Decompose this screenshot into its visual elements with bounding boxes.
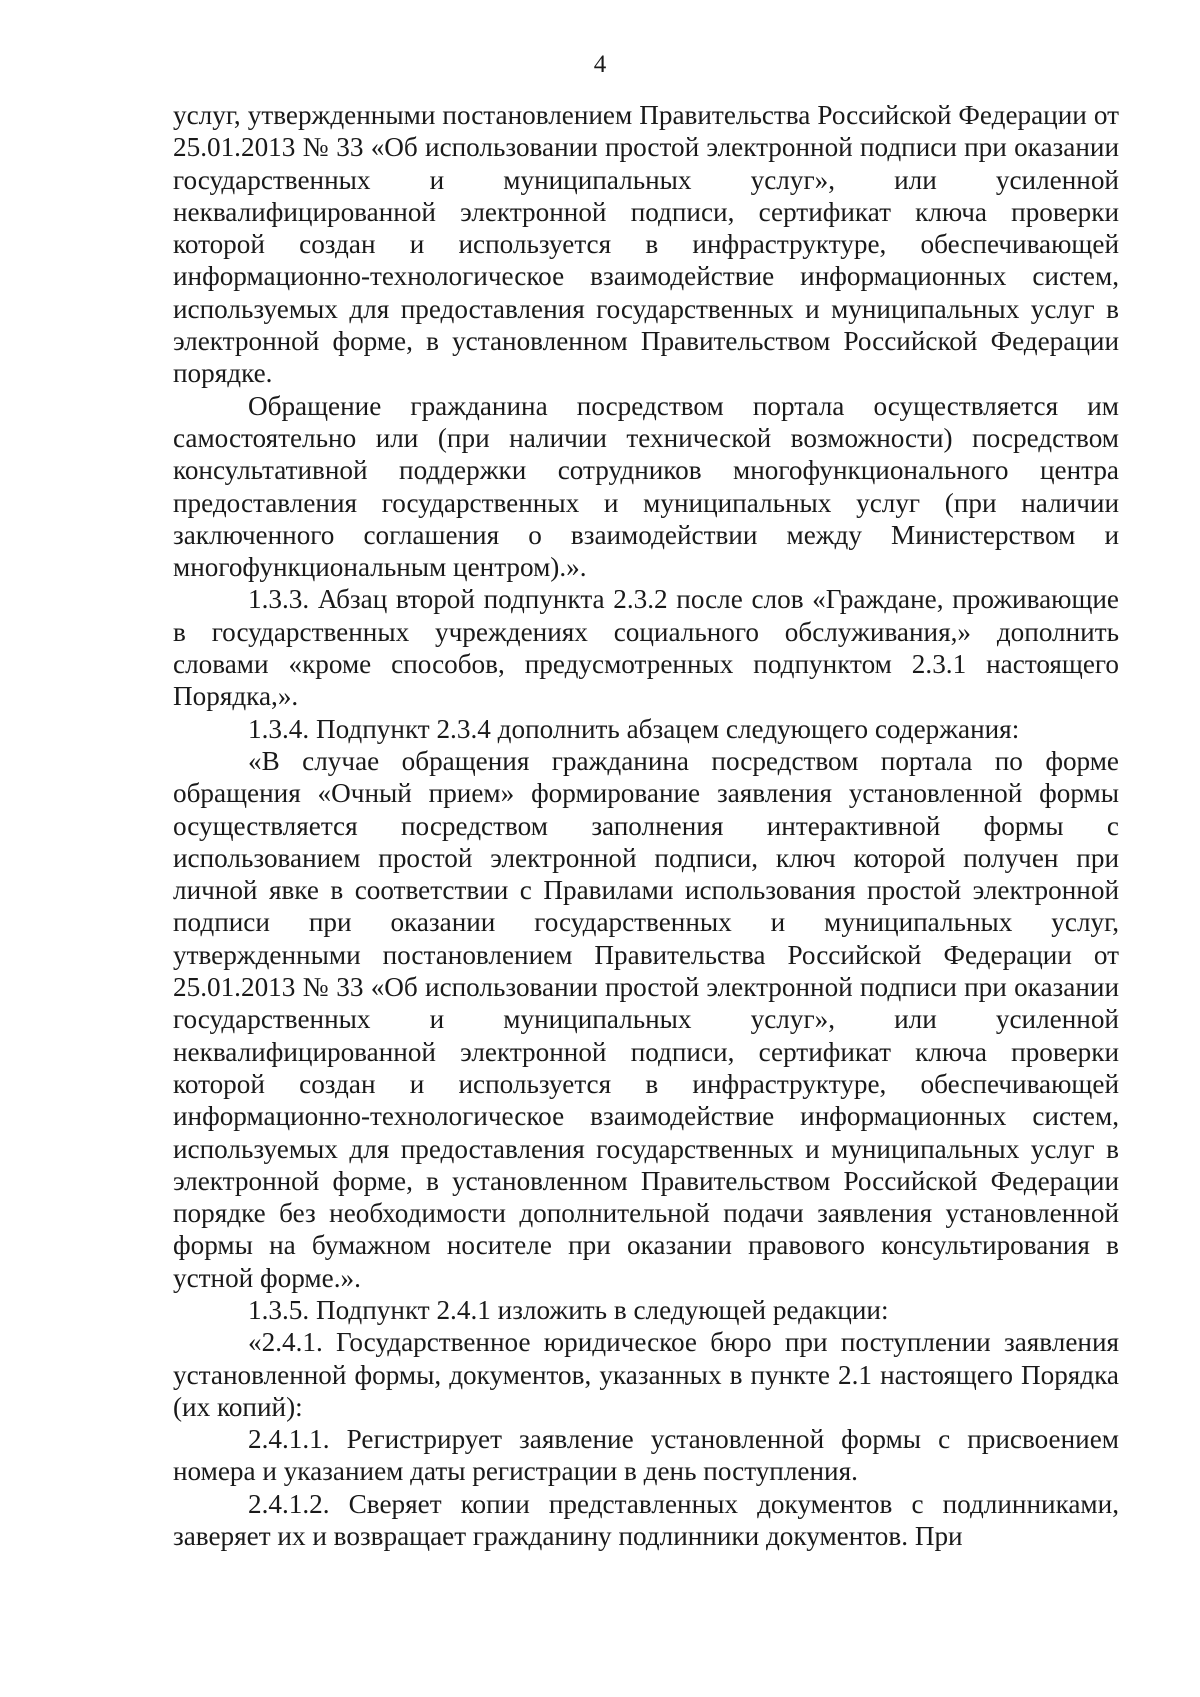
paragraph: Обращение гражданина посредством портала осуществляется им самостоятельно или (при наличии технической возможности) посредством консультативной поддержки сотрудников многофункционального центра предоставления государственных и муниципальных услуг (при наличии заключенного соглашения о взаимодействии между Министерством и многофункциональным центром).». (173, 390, 1119, 583)
paragraph: «В случае обращения гражданина посредством портала по форме обращения «Очный прием» формирование заявления установленной формы осуществляется посредством заполнения интерактивной формы с использованием простой электронной подписи, ключ которой получен при личной явке в соответствии с Правилами использования простой электронной подписи при оказании государственных и муниципальных услуг, утвержденными постановлением Правительства Российской Федерации от 25.01.2013 № 33 «Об использовании простой электронной подписи при оказании государственных и муниципальных услуг», или усиленной неквалифицированной электронной подписи, сертификат ключа проверки которой создан и используется в инфраструктуре, обеспечивающей информационно-технологическое взаимодействие информационных систем, используемых для предоставления государственных и муниципальных услуг в электронной форме, в установленном Правительством Российской Федерации порядке без необходимости дополнительной подачи заявления установленной формы на бумажном носителе при оказании правового консультирования в устной форме.». (173, 745, 1119, 1293)
paragraph: «2.4.1. Государственное юридическое бюро при поступлении заявления установленной формы, документов, указанных в пункте 2.1 настоящего Порядка (их копий): (173, 1327, 1119, 1422)
paragraph: 1.3.4. Подпункт 2.3.4 дополнить абзацем следующего содержания: (248, 713, 1020, 744)
paragraph: 1.3.5. Подпункт 2.4.1 изложить в следующей редакции: (248, 1294, 889, 1325)
paragraph: 2.4.1.1. Регистрирует заявление установленной формы с присвоением номера и указанием даты регистрации в день поступления. (173, 1424, 1119, 1487)
paragraph: 1.3.3. Абзац второй подпункта 2.3.2 после слов «Граждане, проживающие в государственных учреждениях социального обслуживания,» дополнить словами «кроме способов, предусмотренных подпунктом 2.3.1 настоящего Порядка,». (173, 584, 1119, 712)
page-number: 4 (593, 51, 607, 78)
paragraph: 2.4.1.2. Сверяет копии представленных документов с подлинниками, заверяет их и возвращает гражданину подлинники документов. При (173, 1488, 1119, 1552)
document-body (173, 99, 1119, 1552)
paragraph: услуг, утвержденными постановлением Правительства Российской Федерации от 25.01.2013 № 33 «Об использовании простой электронной подписи при оказании государственных и муниципальных услуг», или усиленной неквалифицированной электронной подписи, сертификат ключа проверки которой создан и используется в инфраструктуре, обеспечивающей информационно-технологическое взаимодействие информационных систем, используемых для предоставления государственных и муниципальных услуг в электронной форме, в установленном Правительством Российской Федерации порядке. (173, 100, 1119, 389)
